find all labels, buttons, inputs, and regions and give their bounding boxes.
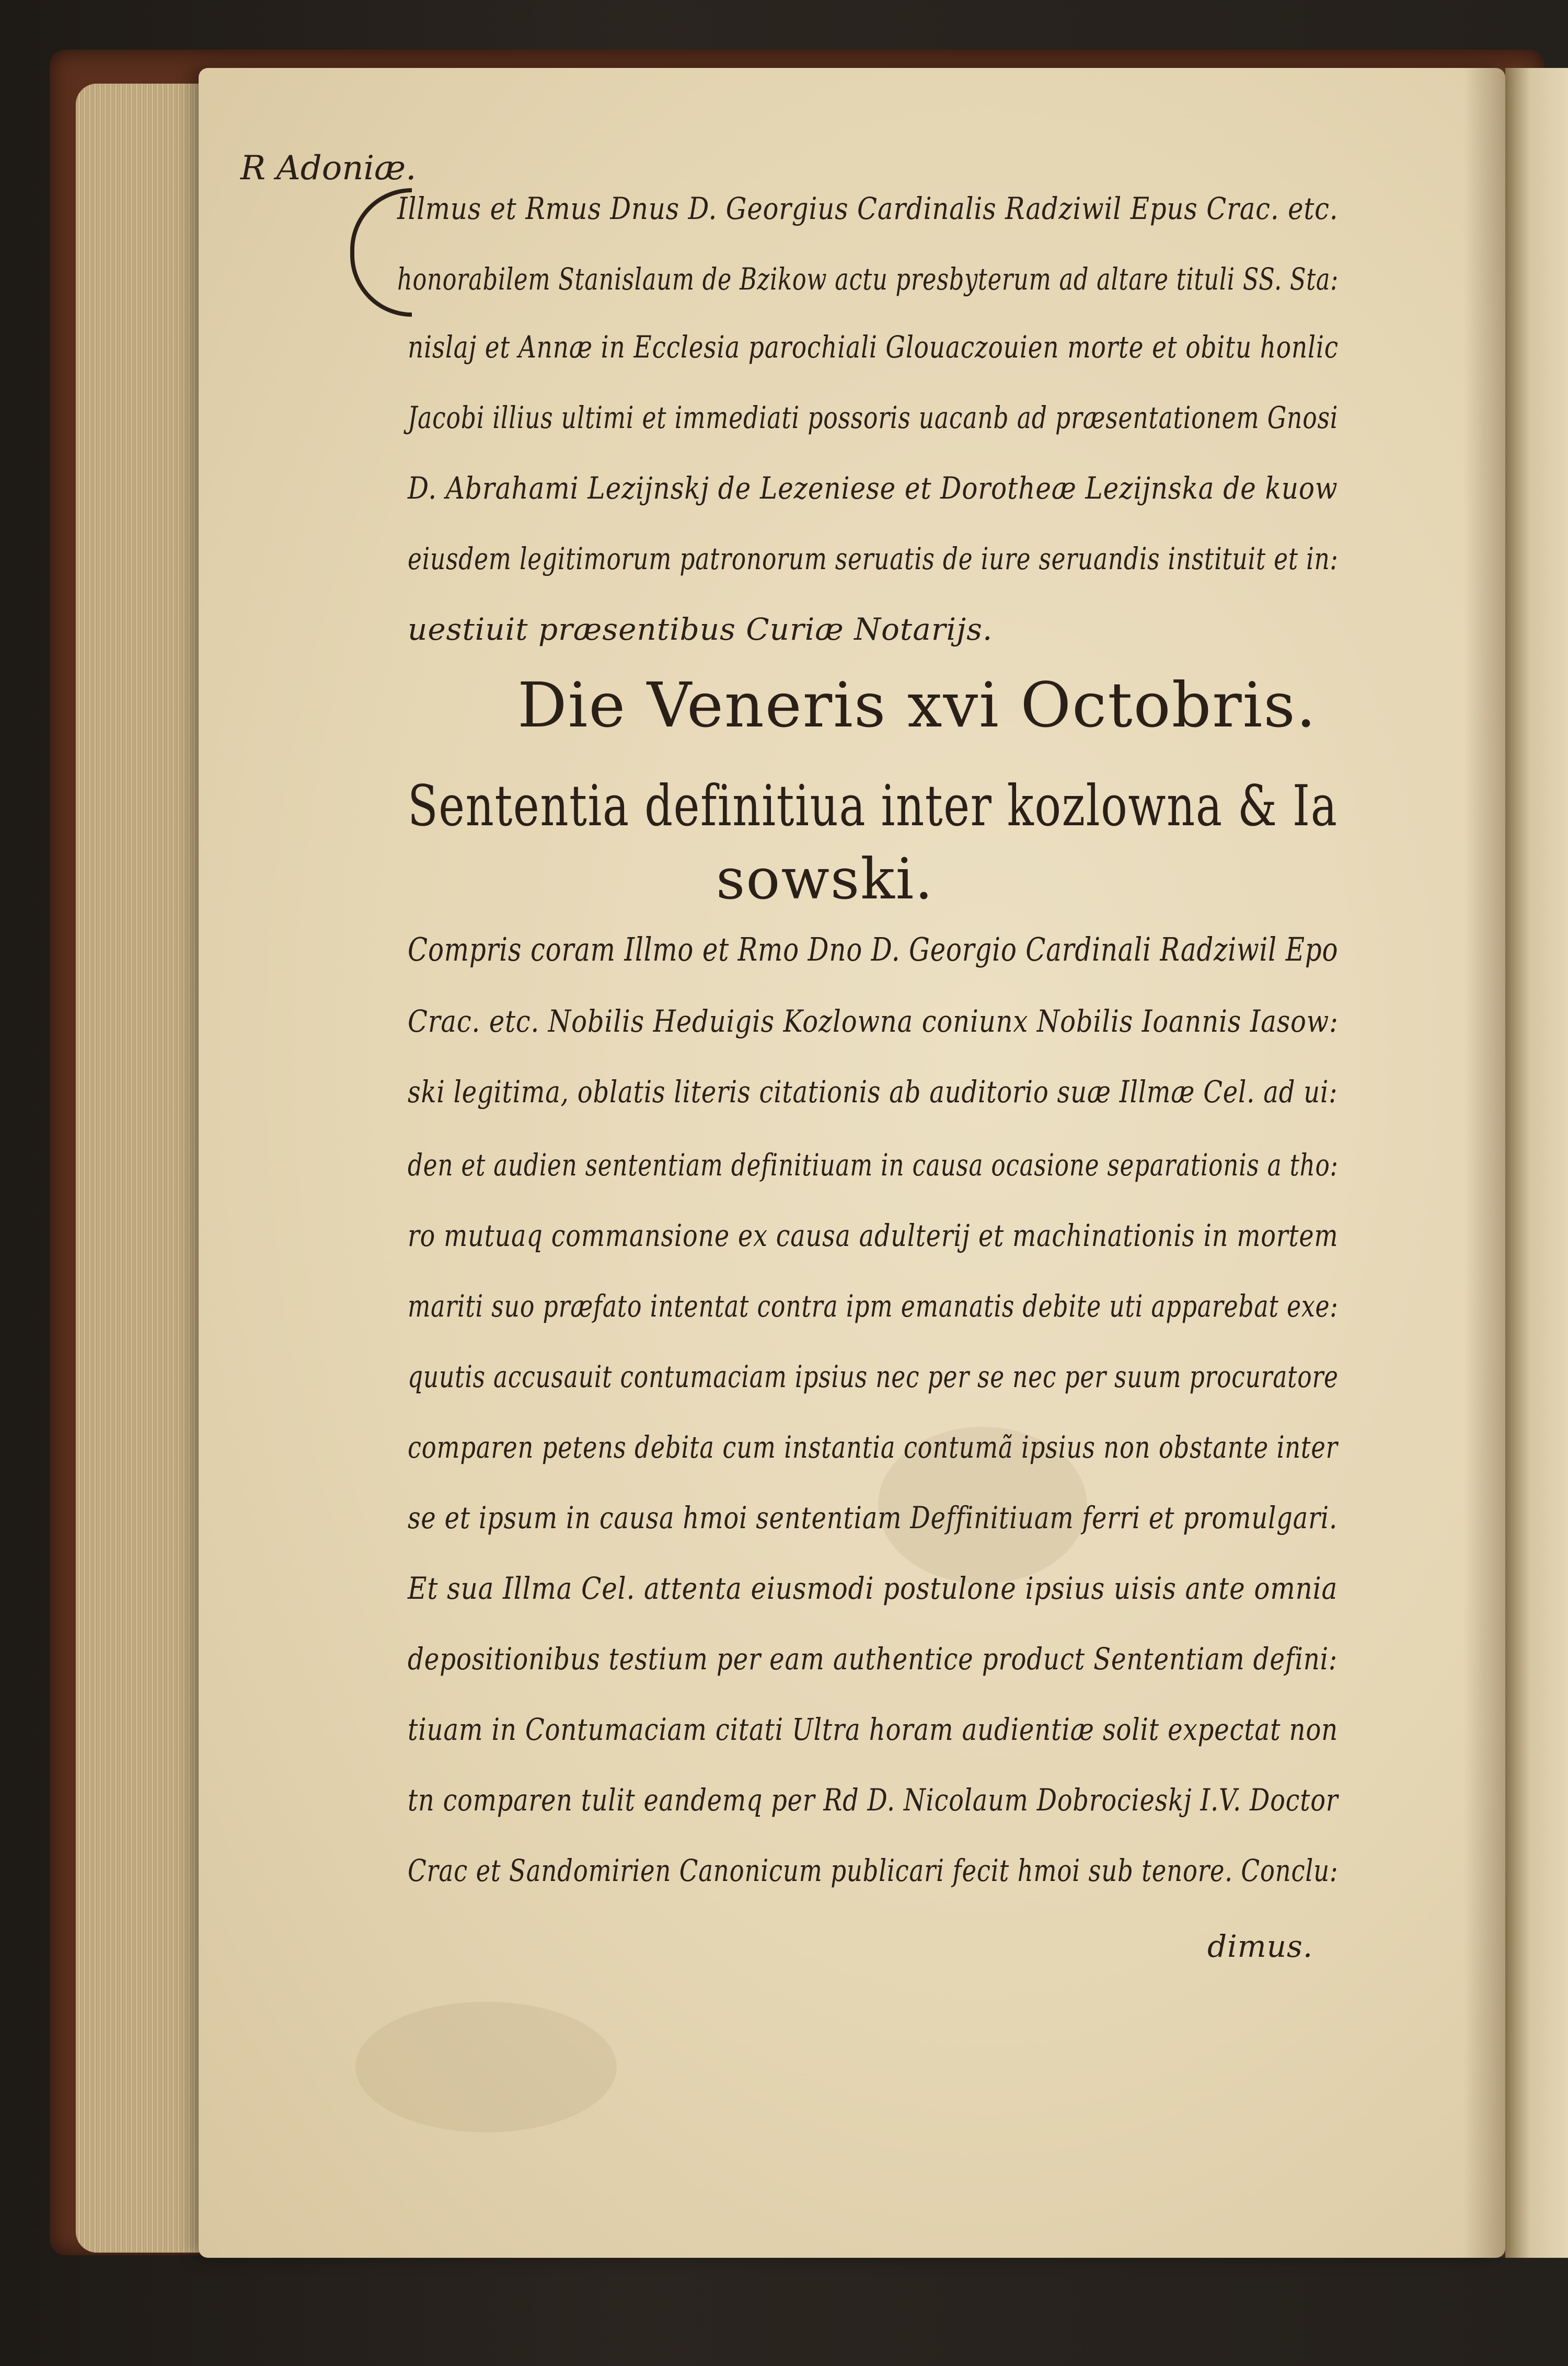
facing-page-edge — [1505, 68, 1568, 2258]
para1-line-3: nislaj et Annæ in Ecclesia parochiali Glouaczouien morte et obitu honlic — [408, 329, 1339, 365]
paper-stain — [355, 2002, 617, 2132]
para2-line-13: tn comparen tulit eandemq per Rd D. Nicolaum Dobrocieskj I.V. Doctor — [408, 1782, 1339, 1818]
para1-line-2: honorabilem Stanislaum de Bzikow actu presbyterum ad altare tituli SS. Sta: — [397, 261, 1339, 297]
para2-line-3: ski legitima, oblatis literis citationis ab auditorio suæ Illmæ Cel. ad ui: — [408, 1074, 1338, 1110]
para1-line-4: Jacobi illius ultimi et immediati possoris uacanb ad præsentationem Gnosi — [408, 400, 1339, 435]
page-gutter — [1463, 68, 1505, 2258]
heading-title-line-1: Sententia definitiua inter kozlowna & Ia — [408, 774, 1338, 839]
para1-line-6: eiusdem legitimorum patronorum seruatis de iure seruandis instituit et in: — [408, 541, 1339, 576]
heading-title-line-2: sowski. — [716, 847, 934, 912]
para2-line-2: Crac. etc. Nobilis Heduigis Kozlowna coniunx Nobilis Ioannis Iasow: — [408, 1003, 1339, 1039]
page-edges — [76, 84, 212, 2253]
para2-line-5: ro mutuaq commansione ex causa adulterij et machinationis in mortem — [408, 1218, 1339, 1253]
para2-line-11: depositionibus testium per eam authentice product Sententiam defini: — [408, 1641, 1338, 1677]
para2-line-1: Compris coram Illmo et Rmo Dno D. Georgio Cardinali Radziwil Epo — [408, 930, 1339, 968]
para2-line-6: mariti suo præfato intentat contra ipm emanatis debite uti apparebat exe: — [408, 1288, 1339, 1324]
para2-line-8: comparen petens debita cum instantia contumã ipsius non obstante inter — [408, 1429, 1338, 1465]
para2-line-14: Crac et Sandomirien Canonicum publicari fecit hmoi sub tenore. Conclu: — [408, 1853, 1339, 1888]
para1-line-7: uestiuit præsentibus Curiæ Notarijs. — [408, 611, 993, 647]
para1-line-1: Illmus et Rmus Dnus D. Georgius Cardinalis Radziwil Epus Crac. etc. — [397, 191, 1339, 226]
para2-line-9: se et ipsum in causa hmoi sententiam Deffinitiuam ferri et promulgari. — [408, 1500, 1338, 1536]
para1-line-5: D. Abrahami Lezijnskj de Lezeniese et Dorotheæ Lezijnska de kuow — [408, 470, 1338, 506]
heading-date: Die Veneris xvi Octobris. — [517, 669, 1317, 741]
para2-line-12: tiuam in Contumaciam citati Ultra horam audientiæ solit expectat non — [408, 1712, 1339, 1747]
para2-line-10: Et sua Illma Cel. attenta eiusmodi postulone ipsius uisis ante omnia — [408, 1571, 1338, 1606]
margin-note: R Adoniæ. — [240, 149, 417, 188]
catchword: dimus. — [1207, 1929, 1313, 1964]
para2-line-4: den et audien sententiam definitiuam in causa ocasione separationis a tho: — [408, 1147, 1339, 1183]
para2-line-7: quutis accusauit contumaciam ipsius nec per se nec per suum procuratore — [408, 1359, 1339, 1394]
